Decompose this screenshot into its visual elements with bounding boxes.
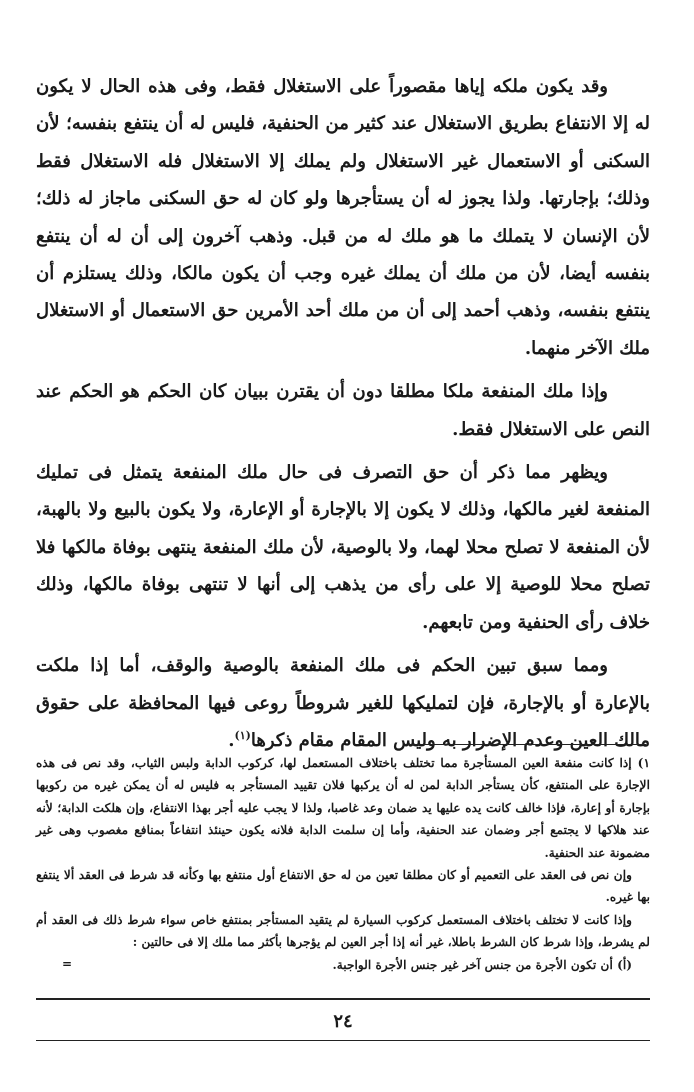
footnote-item: وإذا كانت لا تختلف باختلاف المستعمل كركوب السيارة لم يتقيد المستأجر بمنتفع خاص سواء شرط ذلك فى العقد أم لم يشرط، وإذا شرط كان الشرط باطلا، غير أنه إذا أجر العين لم يؤجرها بأكثر مما ملك إلا فى حالتين : xyxy=(36,912,650,950)
page-rule-bottom xyxy=(36,1040,650,1041)
paragraph-2: وإذا ملك المنفعة ملكا مطلقا دون أن يقترن ببيان كان الحكم هو الحكم عند النص على الاستغلال فقط. xyxy=(36,381,650,440)
footnote-number: ١) xyxy=(637,756,650,770)
main-text xyxy=(36,68,650,759)
footnote-separator xyxy=(408,744,646,745)
paragraph-1: وقد يكون ملكه إياها مقصوراً على الاستغلال فقط، وفى هذه الحال لا يكون له إلا الانتفاع بطريق الاستغلال عند كثير من الحنفية، فليس له أن ينتفع بنفسه؛ لأن السكنى أو الاستعمال غير الاستغلال ولم يملك إلا الاستغلال فله الاستغلال فقط وذلك؛ بإجارتها. ولذا يجوز له أن يستأجرها ولو كان له حق السكنى ماجاز له ذلك؛لأن الإنسان لا يتملك ما هو ملك له من قبل. وذهب آخرون إلى أن له أن ينتفع بنفسه أيضا، لأن من ملك أن يملك غيره وجب أن يكون مالكا، وذلك يستلزم أن ينتفع بنفسه، وذهب أحمد إلى أن من ملك أحد الأمرين حق الاستعمال أو الاستغلال ملك الآخر منهما. xyxy=(36,76,650,359)
footnote-item: وإن نص فى العقد على التعميم أو كان مطلقا تعين من له حق الانتفاع أول منتفع بها وكأنه قد شرط فى العقد ألا ينتفع بها غيره. xyxy=(36,868,650,905)
footnote-reference: (١) xyxy=(234,728,251,742)
footnote-item xyxy=(36,954,650,976)
continuation-mark: = xyxy=(62,956,73,971)
paragraph-4: ومما سبق تبين الحكم فى ملك المنفعة بالوصية والوقف، أما إذا ملكت بالإعارة أو بالإجارة، فإن لتمليكها للغير شروطاً روعى فيها المحافظة على حقوق مالك العين وعدم الإضرار به وليس المقام مقام ذكرها$^{(١)}$. xyxy=(36,655,650,751)
footnotes xyxy=(36,752,650,976)
footnote-item xyxy=(36,752,650,864)
footnote-text-4: (أ) أن تكون الأجرة من جنس آخر غير جنس الأجرة الواجبة. xyxy=(332,957,632,972)
paragraph-3: ويظهر مما ذكر أن حق التصرف فى حال ملك المنفعة يتمثل فى تمليك المنفعة لغير مالكها، وذلك لا يكون إلا بالإجارة أو الإعارة، ولا يكون بالبيع ولا بالهبة، لأن المنفعة لا تصلح محلا لهما، ولا بالوصية، لأن ملك المنفعة ينتهى بوفاة مالكها فلا تصلح محلا للوصية إلا على رأى من يذهب إلى أنها لا تنتهى بوفاة مالكها، وذلك خلاف رأى الحنفية ومن تابعهم. xyxy=(36,462,650,633)
paragraph-4-text: ومما سبق تبين الحكم فى ملك المنفعة بالوصية والوقف، أما إذا ملكت بالإعارة أو بالإجارة، فإن لتمليكها للغير شروطاً روعى فيها المحافظة على حقوق مالك العين وعدم الإضرار به وليس المقام مقام ذكرها xyxy=(36,655,650,751)
footnote-text-1: إذا كانت منفعة العين المستأجرة مما تختلف باختلاف المستعمل لها، كركوب الدابة ولبس الثياب، وقد نص فى هذه الإجارة على المنتفع، كأن يستأجر الدابة لمن له أن يركبها فلان تقييد المستأجر به فليس له أن يمكن غيره من ركوبها بإجارة أو إعارة، فإذا خالف كانت يده عليها يد ضمان وعد غاصبا، ولذا لا يجب عليه أجر بهذا الانتفاع، وإن هلكت الدابة؛ لأنه عند هلاكها لا يجتمع أجر وضمان عند الحنفية، وأما إن سلمت الدابة فلانه يكون حينئذ انتفاعاً بمنافع مغصوب وهى غير مضمونة عند الحنفية. xyxy=(36,756,650,860)
page-number: ٢٤ xyxy=(333,1011,353,1032)
page-rule-top xyxy=(36,998,650,1000)
